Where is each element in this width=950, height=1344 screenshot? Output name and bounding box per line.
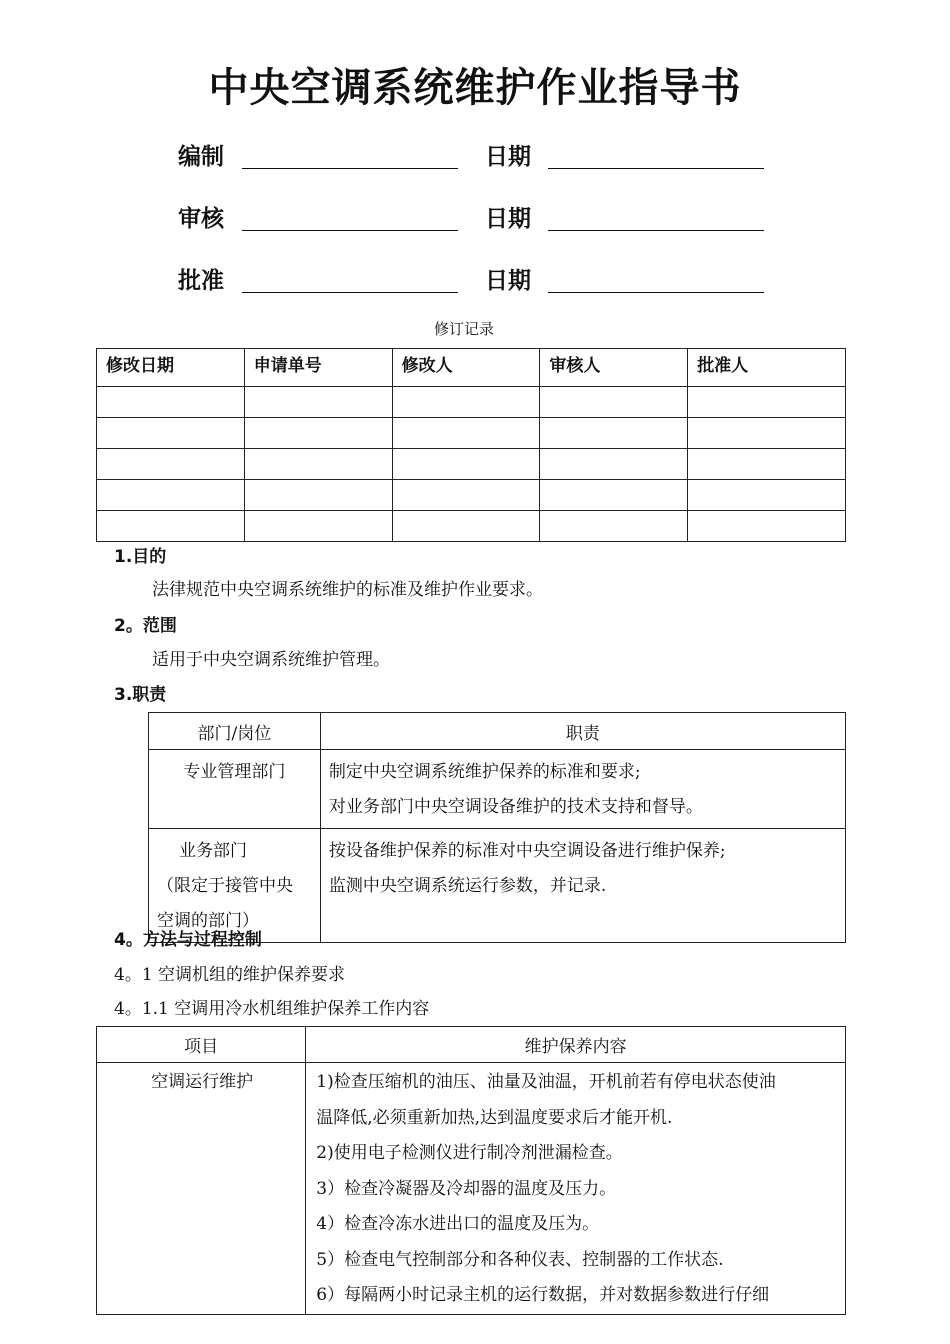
empty-cell[interactable]: [392, 418, 540, 449]
section-heading-duty: 3.职责: [114, 685, 167, 705]
header-cell: 部门/岗位: [149, 713, 321, 750]
header-cell: 修改人: [392, 349, 540, 387]
subsection-4-1-1: 4。1.1 空调用冷水机组维护保养工作内容: [114, 999, 430, 1019]
sign-row-approve: [178, 262, 778, 302]
header-cell: 修改日期: [97, 349, 245, 387]
content-line: 3）检查冷凝器及冷却器的温度及压力。: [316, 1178, 617, 1199]
responsibility-table: [148, 712, 846, 943]
dept-cell: [149, 750, 321, 829]
content-line: 4）检查冷冻水进出口的温度及压为。: [316, 1214, 600, 1234]
date-label: 日期: [485, 144, 531, 170]
table-row: [97, 511, 846, 542]
revision-caption: 修订记录: [433, 320, 494, 338]
duty-line: 对业务部门中央空调设备维护的技术支持和督导。: [328, 797, 703, 817]
section-heading-purpose: 1.目的: [114, 547, 167, 567]
empty-cell[interactable]: [688, 480, 846, 511]
table-row: [97, 418, 846, 449]
table-header-row: [97, 349, 846, 387]
dept-line: 业务部门: [179, 841, 247, 861]
empty-cell[interactable]: [392, 480, 540, 511]
sign-label: 编制: [178, 144, 224, 170]
date-line[interactable]: [548, 230, 764, 231]
table-row: [97, 449, 846, 480]
item-cell: 空调运行维护: [97, 1063, 306, 1315]
dept-line: 空调的部门）: [157, 911, 259, 931]
document-title: 中央空调系统维护作业指导书: [208, 65, 742, 111]
dept-line: （限定于接管中央: [157, 876, 293, 896]
empty-cell[interactable]: [244, 449, 392, 480]
header-cell: 批准人: [688, 349, 846, 387]
header-cell: 职责: [320, 713, 845, 750]
empty-cell[interactable]: [244, 480, 392, 511]
empty-cell[interactable]: [97, 449, 245, 480]
duty-cell: [320, 829, 845, 943]
empty-cell[interactable]: [392, 511, 540, 542]
scope-text: 适用于中央空调系统维护管理。: [152, 650, 390, 670]
table-row: [149, 750, 846, 829]
header-cell: 维护保养内容: [306, 1027, 846, 1063]
table-row: [97, 480, 846, 511]
table-header-row: [149, 713, 846, 750]
section-heading-scope: 2。范围: [114, 616, 177, 636]
empty-cell[interactable]: [688, 387, 846, 418]
table-row: [97, 387, 846, 418]
content-line: 1)检查压缩机的油压、油量及油温，开机前若有停电状态使油: [316, 1072, 776, 1092]
sign-label: 批准: [178, 268, 224, 294]
header-cell: 项目: [97, 1027, 306, 1063]
signature-line[interactable]: [242, 168, 458, 169]
empty-cell[interactable]: [392, 387, 540, 418]
signature-line[interactable]: [242, 230, 458, 231]
empty-cell[interactable]: [97, 480, 245, 511]
duty-line: 按设备维护保养的标准对中央空调设备进行维护保养;: [328, 841, 726, 861]
header-cell: 申请单号: [244, 349, 392, 387]
date-label: 日期: [485, 268, 531, 294]
empty-cell[interactable]: [540, 418, 688, 449]
empty-cell[interactable]: [688, 449, 846, 480]
empty-cell[interactable]: [688, 418, 846, 449]
content-cell: [306, 1063, 846, 1315]
duty-line: 监测中央空调系统运行参数，并记录.: [328, 876, 607, 896]
content-line: 温降低,必须重新加热,达到温度要求后才能开机.: [316, 1107, 673, 1128]
section-heading-method: 4。方法与过程控制: [114, 930, 262, 950]
duty-cell: [320, 750, 845, 829]
content-line: 6）每隔两小时记录主机的运行数据，并对数据参数进行仔细: [316, 1285, 770, 1305]
empty-cell[interactable]: [688, 511, 846, 542]
empty-cell[interactable]: [97, 511, 245, 542]
date-line[interactable]: [548, 168, 764, 169]
empty-cell[interactable]: [540, 387, 688, 418]
empty-cell[interactable]: [97, 418, 245, 449]
table-row: [97, 1063, 846, 1315]
header-cell: 审核人: [540, 349, 688, 387]
content-line: 2)使用电子检测仪进行制冷剂泄漏检查。: [316, 1143, 623, 1163]
empty-cell[interactable]: [244, 387, 392, 418]
dept-line: 专业管理部门: [183, 762, 286, 782]
date-label: 日期: [485, 206, 531, 232]
empty-cell[interactable]: [97, 387, 245, 418]
date-line[interactable]: [548, 292, 764, 293]
subsection-4-1: 4。1 空调机组的维护保养要求: [114, 965, 346, 985]
revision-table: [96, 348, 846, 542]
empty-cell[interactable]: [540, 480, 688, 511]
content-line: 5）检查电气控制部分和各种仪表、控制器的工作状态.: [316, 1249, 724, 1270]
signature-line[interactable]: [242, 292, 458, 293]
purpose-text: 法律规范中央空调系统维护的标准及维护作业要求。: [152, 580, 543, 600]
maintenance-table: [96, 1026, 846, 1315]
sign-label: 审核: [178, 206, 224, 232]
table-header-row: [97, 1027, 846, 1063]
empty-cell[interactable]: [540, 511, 688, 542]
empty-cell[interactable]: [244, 418, 392, 449]
sign-row-compile: [178, 138, 778, 178]
empty-cell[interactable]: [540, 449, 688, 480]
empty-cell[interactable]: [392, 449, 540, 480]
empty-cell[interactable]: [244, 511, 392, 542]
duty-line: 制定中央空调系统维护保养的标准和要求;: [328, 762, 641, 782]
sign-row-review: [178, 200, 778, 240]
